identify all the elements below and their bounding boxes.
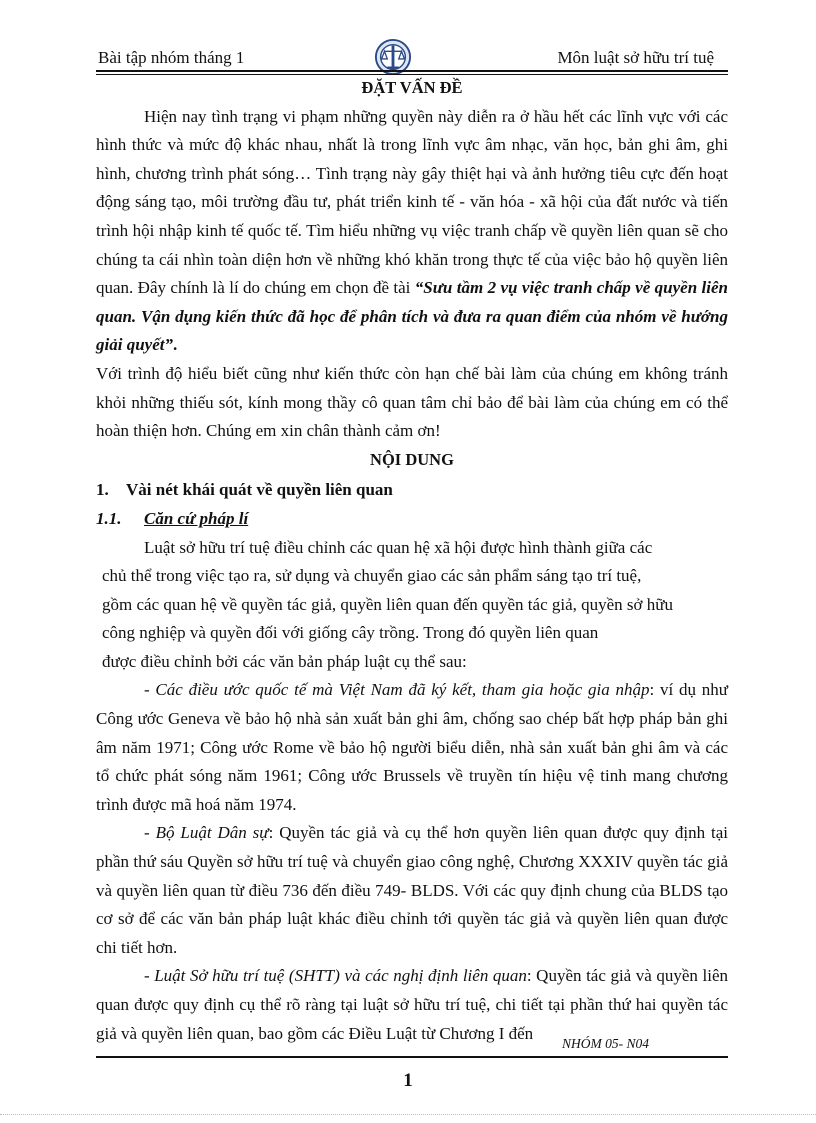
bullet-civil-code <box>96 819 728 962</box>
section-1-1-title: Căn cứ pháp lí <box>144 508 249 528</box>
bullet-3-text: : Quyền tác giả và quyền liên quan được quy định cụ thể rõ ràng tại luật sở hữu trí tuệ, chi tiết tại phần thứ hai quyền tác giả và quyền liên quan, bao gồm các Điều Luật từ Chương I đến <box>96 966 728 1043</box>
header-rule <box>96 70 728 72</box>
section-1-number: 1. <box>96 480 109 500</box>
bullet-2-text: : Quyền tác giả và cụ thể hơn quyền liên quan được quy định tại phần thứ sáu Quyền sở hữu trí tuệ và chuyển giao công nghệ, Chương XXXIV quyền tác giả và quyền liên quan từ điều 736 đến điều 749- BLDS. Với các quy định chung của BLDS tạo cơ sở để các văn bản pháp luật khác điều chỉnh tới quyền tác giả và quyền liên quan được chi tiết hơn. <box>96 823 728 957</box>
section-1-title: Vài nét khái quát về quyền liên quan <box>126 480 393 500</box>
header-right-text: Môn luật sở hữu trí tuệ <box>557 48 714 67</box>
legal-basis-line-2: chủ thể trong việc tạo ra, sử dụng và chuyển giao các sản phẩm sáng tạo trí tuệ, <box>102 566 642 586</box>
intro-text: Hiện nay tình trạng vi phạm những quyền này diễn ra ở hầu hết các lĩnh vực với các hình thức và mức độ khác nhau, nhất là trong lĩnh vực âm nhạc, văn học, bản ghi âm, ghi hình, chương trình phát sóng… Tình trạng này gây thiệt hại và ảnh hưởng tiêu cực đến hoạt động sáng tạo, môi trường đầu tư, phát triển kinh tế - văn hóa - xã hội của đất nước và tiến trình hội nhập kinh tế quốc tế. Tìm hiểu những vụ việc tranh chấp về quyền liên quan sẽ cho chúng ta cái nhìn toàn diện hơn về những khó khăn trong thực tế của việc bảo hộ quyền liên quan. Đây chính là lí do chúng em chọn đề tài <box>96 106 728 298</box>
header-left-text: Bài tập nhóm tháng 1 <box>98 48 245 67</box>
section-1-1-number: 1.1. <box>96 508 122 528</box>
page-number: 1 <box>403 1070 413 1091</box>
section-1-heading <box>96 476 728 505</box>
page-break-line <box>0 1114 816 1115</box>
intro-title: ĐẶT VẤN ĐỀ <box>361 78 463 97</box>
bullet-1-text: : ví dụ như Công ước Geneva về bảo hộ nhà sản xuất bản ghi âm, chống sao chép bất hợp pháp bản ghi âm năm 1971; Công ước Rome về bảo hộ người biểu diễn, nhà sản xuất bản ghi âm và các tổ chức phát sóng năm 1961; Công ước Brussels về truyền tín hiệu vệ tinh mang chương trình được mã hoá năm 1974. <box>96 680 728 814</box>
body-title: NỘI DUNG <box>370 449 454 469</box>
intro-paragraph <box>96 103 728 360</box>
page-content <box>96 74 728 1048</box>
bullet-1-label: - Các điều ước quốc tế mà Việt Nam đã ký kết, tham gia hoặc gia nhập <box>144 680 650 700</box>
section-1-1-heading <box>96 505 728 534</box>
bullet-2-label: - Bộ Luật Dân sự <box>144 823 269 843</box>
closing-paragraph: Với trình độ hiểu biết cũng như kiến thức còn hạn chế bài làm của chúng em không tránh khỏi những thiếu sót, kính mong thầy cô quan tâm chỉ bảo để bài làm của chúng em có thể hoàn thiện hơn. Chúng em xin chân thành cảm ơn! <box>96 363 728 441</box>
legal-basis-line-4: công nghiệp và quyền đối với giống cây trồng. Trong đó quyền liên quan <box>102 623 599 643</box>
bullet-international-treaties <box>96 676 728 819</box>
legal-basis-line-5: được điều chỉnh bởi các văn bản pháp luật cụ thể sau: <box>102 651 467 671</box>
footer-group-label: NHÓM 05- N04 <box>562 1036 649 1051</box>
legal-basis-line-3: gồm các quan hệ về quyền tác giả, quyền liên quan đến quyền tác giả, quyền sở hữu <box>102 594 673 614</box>
legal-basis-line-1: Luật sở hữu trí tuệ điều chỉnh các quan hệ xã hội được hình thành giữa các <box>144 537 653 557</box>
footer-rule <box>96 1056 728 1058</box>
bullet-3-label: - Luật Sở hữu trí tuệ (SHTT) và các nghị định liên quan <box>144 966 527 986</box>
topic-period: . <box>172 335 178 355</box>
topic-title: “Sưu tầm 2 vụ việc tranh chấp về quyền liên quan. Vận dụng kiến thức đã học để phân tích và đưa ra quan điểm của nhóm về hướng giải quyết” <box>96 278 728 355</box>
page-header <box>96 42 728 72</box>
